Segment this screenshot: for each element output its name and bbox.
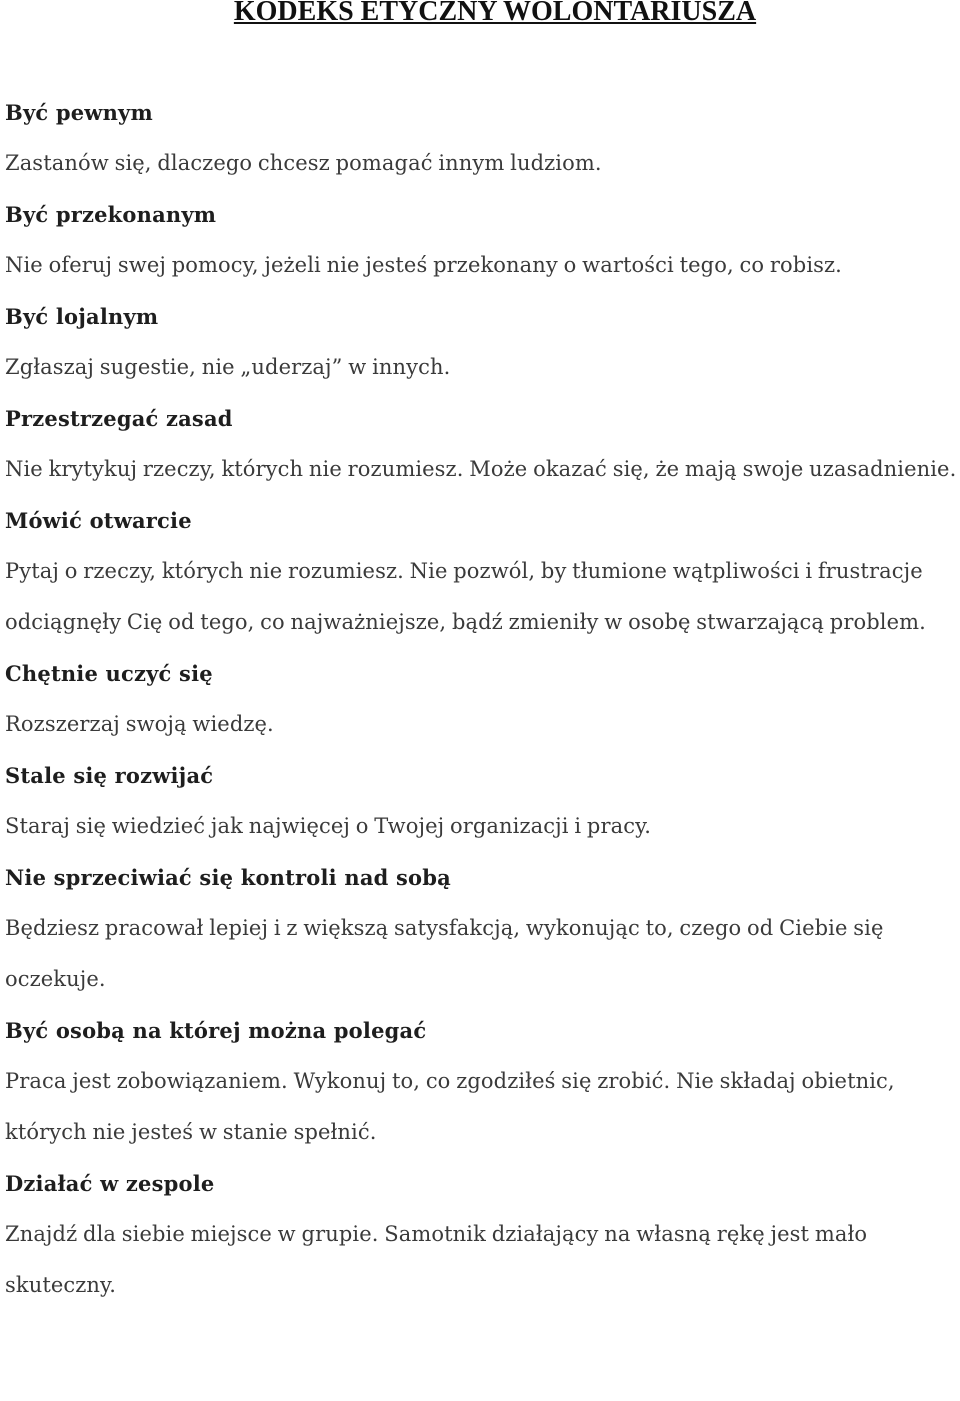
section-heading: Mówić otwarcie	[5, 508, 192, 533]
section-heading: Być lojalnym	[5, 304, 159, 329]
section-heading: Być pewnym	[5, 100, 153, 125]
section-text: Rozszerzaj swoją wiedzę.	[5, 712, 274, 736]
section-text: Znajdź dla siebie miejsce w grupie. Samotnik działający na własną rękę jest mało skuteczny.	[5, 1222, 868, 1297]
document-title: KODEKS ETYCZNY WOLONTARIUSZA	[233, 0, 757, 27]
section-heading: Być przekonanym	[5, 202, 217, 227]
section-heading: Działać w zespole	[5, 1171, 215, 1196]
section-heading: Nie sprzeciwiać się kontroli nad sobą	[5, 865, 451, 890]
section-byc-osoba-na-ktorej-mozna-polegac	[5, 1005, 957, 1158]
section-text: Zastanów się, dlaczego chcesz pomagać innym ludziom.	[5, 151, 602, 175]
section-chetnie-uczyc-sie	[5, 648, 957, 750]
section-heading: Być osobą na której można polegać	[5, 1018, 427, 1043]
section-text: Nie krytykuj rzeczy, których nie rozumiesz. Może okazać się, że mają swoje uzasadnienie.	[5, 457, 957, 481]
section-mowic-otwarcie	[5, 495, 957, 648]
section-heading: Przestrzegać zasad	[5, 406, 233, 431]
section-text: Staraj się wiedzieć jak najwięcej o Twojej organizacji i pracy.	[5, 814, 652, 838]
section-text: Będziesz pracował lepiej i z większą satysfakcją, wykonując to, czego od Ciebie się oczekuje.	[5, 916, 884, 991]
section-byc-lojalnym	[5, 291, 957, 393]
section-dzialac-w-zespole	[5, 1158, 957, 1311]
section-przestrzegac-zasad	[5, 393, 957, 495]
section-byc-przekonanym	[5, 189, 957, 291]
section-nie-sprzeciwiac-sie-kontroli	[5, 852, 957, 1005]
section-text: Pytaj o rzeczy, których nie rozumiesz. Nie pozwól, by tłumione wątpliwości i frustracje odciągnęły Cię od tego, co najważniejsze, bądź zmieniły w osobę stwarzającą problem.	[5, 559, 926, 634]
section-text: Praca jest zobowiązaniem. Wykonuj to, co zgodziłeś się zrobić. Nie składaj obietnic, których nie jesteś w stanie spełnić.	[5, 1069, 895, 1144]
section-heading: Stale się rozwijać	[5, 763, 214, 788]
section-heading: Chętnie uczyć się	[5, 661, 213, 686]
section-text: Zgłaszaj sugestie, nie „uderzaj” w innych.	[5, 355, 451, 379]
section-byc-pewnym	[5, 87, 957, 189]
section-text: Nie oferuj swej pomocy, jeżeli nie jesteś przekonany o wartości tego, co robisz.	[5, 253, 842, 277]
section-stale-sie-rozwijac	[5, 750, 957, 852]
sections-list	[5, 87, 957, 1311]
